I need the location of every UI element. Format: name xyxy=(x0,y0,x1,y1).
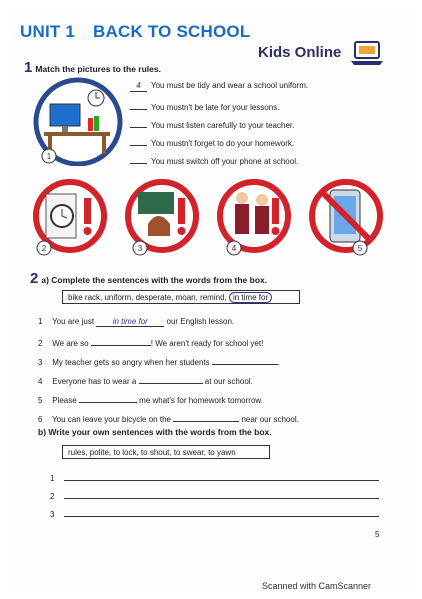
exercise2-part-b-instruction: b) Write your own sentences with the words from the box. xyxy=(38,427,272,437)
sentence-number: 6 xyxy=(38,415,43,424)
rule-answer-blank[interactable] xyxy=(130,98,147,110)
rule-item xyxy=(130,80,308,98)
picture-2-clock-sign xyxy=(36,182,104,255)
rule-answer-blank[interactable] xyxy=(130,134,147,146)
brand-logo-text: Kids Online xyxy=(258,44,342,61)
writing-line-number: 2 xyxy=(50,492,55,501)
sentence-before: My teacher gets so angry when her students xyxy=(52,358,210,367)
rules-list xyxy=(130,80,308,170)
picture-label-1: 1 xyxy=(46,152,52,161)
sentence-before: We are so xyxy=(52,339,89,348)
rule-text: You must be tidy and wear a school uniform. xyxy=(151,81,309,90)
sentence-number: 1 xyxy=(38,317,43,326)
sentence-after: near our school. xyxy=(241,415,299,424)
rule-text: You mustn't be late for your lessons. xyxy=(151,103,280,112)
sentence-number: 5 xyxy=(38,396,43,405)
rule-text: You must listen carefully to your teacher. xyxy=(151,121,295,130)
writing-line-field[interactable] xyxy=(64,470,379,481)
word-box-b: rules, polite, to lock, to shout, to swear, to yawn xyxy=(62,445,270,459)
sentence-number: 3 xyxy=(38,358,43,367)
scanner-watermark: Scanned with CamScanner xyxy=(262,581,372,591)
exercise1-number: 1 xyxy=(24,59,33,76)
writing-line xyxy=(50,488,379,506)
word-box-a-words: bike rack, uniform, desperate, moan, remind, xyxy=(68,293,227,302)
sentence-after: . xyxy=(277,358,281,367)
sentence-before: Everyone has to wear a xyxy=(52,377,137,386)
page-number: 5 xyxy=(375,530,380,539)
picture-label-2: 2 xyxy=(41,244,47,253)
word-box-a xyxy=(62,290,300,304)
writing-line-number: 1 xyxy=(50,474,55,483)
picture-1-desk-clock xyxy=(32,76,124,166)
exercise1-heading xyxy=(24,59,161,76)
unit-topic: BACK TO SCHOOL xyxy=(93,22,251,41)
sentence-after: our English lesson. xyxy=(166,317,235,326)
picture-label-5: 5 xyxy=(357,244,363,253)
picture-5-no-phone-sign xyxy=(312,182,380,255)
sentence-item xyxy=(38,392,299,411)
exercise2-number: 2 xyxy=(30,270,39,287)
rule-answer-blank[interactable]: 4 xyxy=(130,80,147,92)
writing-line-field[interactable] xyxy=(64,506,379,517)
sentence-gap[interactable] xyxy=(173,411,239,422)
sentence-after: me what's for homework tomorrow. xyxy=(139,396,263,405)
sentence-before: Please xyxy=(52,396,77,405)
exercise2-heading xyxy=(30,270,267,287)
rule-text: You mustn't forget to do your homework. xyxy=(151,139,295,148)
sentence-gap[interactable] xyxy=(212,354,281,367)
sentence-item xyxy=(38,373,299,392)
sentence-after: at our school. xyxy=(204,377,253,386)
exercise2-part-a-instruction: a) Complete the sentences with the words from the box. xyxy=(41,275,268,285)
picture-3-teacher-sign xyxy=(128,182,196,255)
picture-label-3: 3 xyxy=(137,244,143,253)
sentence-number: 4 xyxy=(38,377,43,386)
rule-answer-blank[interactable] xyxy=(130,116,147,128)
sentence-before: You are just xyxy=(52,317,95,326)
rule-item xyxy=(130,134,308,152)
sentence-item xyxy=(38,335,299,354)
exercise1-instruction: Match the pictures to the rules. xyxy=(35,64,161,74)
writing-line-field[interactable] xyxy=(64,488,379,499)
sentence-item xyxy=(38,354,299,373)
sentence-gap[interactable]: in time for xyxy=(96,316,164,327)
writing-line-number: 3 xyxy=(50,510,55,519)
rule-item xyxy=(130,116,308,134)
laptop-icon xyxy=(350,39,384,67)
sentence-gap[interactable] xyxy=(79,392,137,403)
rule-sign-pictures xyxy=(30,178,390,258)
rule-item xyxy=(130,98,308,116)
sentence-item xyxy=(38,316,299,335)
writing-lines xyxy=(50,470,379,524)
writing-line xyxy=(50,506,379,524)
picture-4-uniform-sign xyxy=(220,182,288,255)
sentence-number: 2 xyxy=(38,339,43,348)
sentence-list xyxy=(38,316,299,430)
circled-word: in time for xyxy=(229,292,272,303)
sentence-after: ! We aren't ready for school yet! xyxy=(150,339,264,348)
picture-label-4: 4 xyxy=(231,244,237,253)
rule-item xyxy=(130,152,308,170)
unit-title xyxy=(20,22,250,42)
writing-line xyxy=(50,470,379,488)
unit-number: UNIT 1 xyxy=(20,22,76,41)
rule-text: You must switch off your phone at school. xyxy=(151,157,299,166)
sentence-before: You can leave your bicycle on the xyxy=(52,415,171,424)
rule-answer-blank[interactable] xyxy=(130,152,147,164)
sentence-gap[interactable] xyxy=(91,335,151,346)
sentence-gap[interactable] xyxy=(139,373,203,384)
